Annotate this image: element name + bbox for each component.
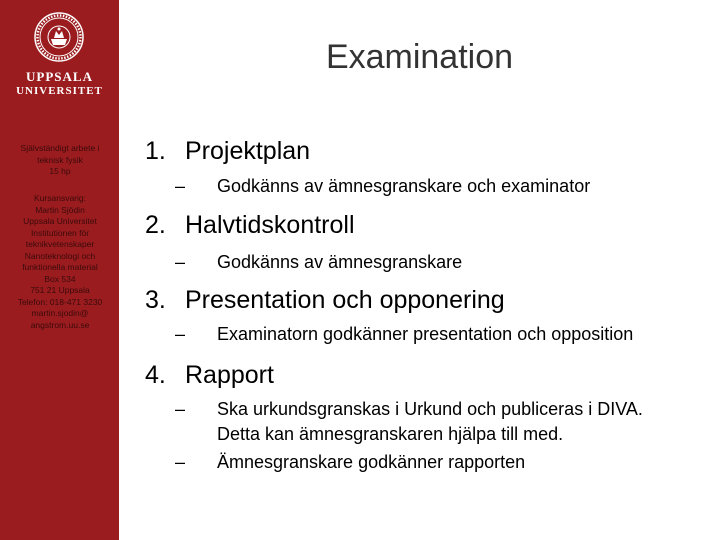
dash-bullet: – — [175, 399, 186, 419]
item-label: Rapport — [185, 361, 274, 389]
contact-info — [4, 193, 116, 331]
contact-line: Institutionen för — [30, 227, 90, 238]
list-item-projektplan — [145, 137, 310, 166]
contact-line: funktionella material — [22, 262, 98, 272]
sub-item-text: Godkänns av ämnesgranskare och examinator — [217, 176, 591, 196]
item-label: Presentation och opponering — [185, 286, 505, 314]
contact-line: Martin Sjödin — [35, 204, 85, 215]
item-number: 1. — [145, 137, 166, 165]
item-label: Projektplan — [185, 137, 311, 165]
sub-item-text: Ämnesgranskare godkänner rapporten — [217, 452, 526, 472]
item-number: 4. — [145, 361, 166, 389]
contact-line: angstrom.uu.se — [30, 319, 90, 330]
item-number: 3. — [145, 286, 166, 314]
list-item-presentation — [145, 286, 505, 315]
course-line: Självständigt arbete i — [20, 143, 100, 153]
list-item-halvtidskontroll — [145, 211, 355, 240]
list-item-rapport — [145, 361, 274, 390]
sub-item-text: Ska urkundsgranskas i Urkund och publiceras i DIVA. Detta kan ämnesgranskaren hjälpa till med. — [217, 399, 643, 444]
contact-line: Box 534 — [44, 273, 76, 284]
slide-title: Examination — [325, 38, 514, 76]
sidebar — [0, 0, 119, 540]
course-line: 15 hp — [49, 166, 71, 176]
dash-bullet: – — [175, 252, 186, 272]
dash-bullet: – — [175, 324, 186, 344]
sub-item-text: Godkänns av ämnesgranskare — [217, 252, 463, 272]
contact-line: Uppsala Universitet — [23, 216, 97, 226]
sub-item-text: Examinatorn godkänner presentation och opposition — [217, 324, 634, 344]
logo-text-universitet: UNIVERSITET — [16, 85, 103, 97]
contact-line: 751 21 Uppsala — [30, 285, 90, 295]
university-seal-icon — [34, 12, 84, 62]
contact-line: Nanoteknologi och — [24, 250, 96, 261]
contact-line: martin.sjodin@ — [31, 308, 89, 318]
item-number: 2. — [145, 211, 166, 239]
course-line: teknisk fysik — [37, 154, 83, 165]
contact-line: teknikvetenskaper — [25, 239, 95, 249]
course-info — [4, 143, 116, 178]
logo-text-uppsala: UPPSALA — [26, 69, 93, 84]
contact-line: Kursansvarig: — [34, 193, 86, 203]
contact-line: Telefon: 018-471 3230 — [17, 296, 103, 307]
dash-bullet: – — [175, 176, 186, 196]
dash-bullet: – — [175, 452, 186, 472]
item-label: Halvtidskontroll — [185, 211, 355, 239]
